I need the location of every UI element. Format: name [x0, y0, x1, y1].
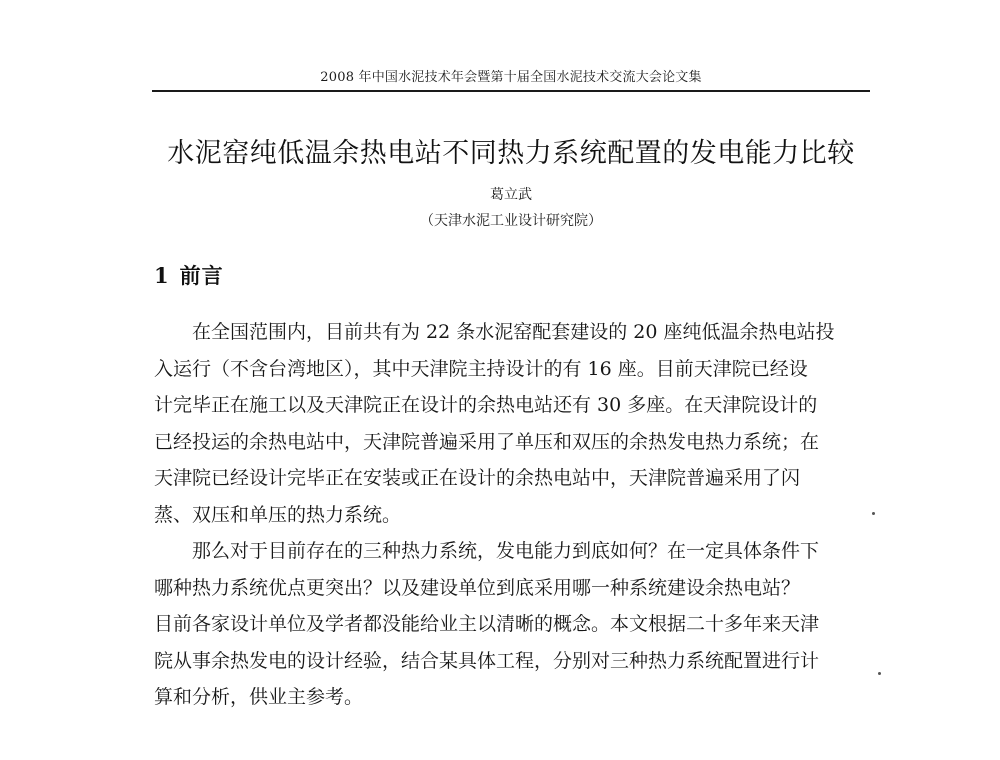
section-title: 前言: [179, 263, 224, 288]
section-number: 1: [154, 263, 170, 288]
paragraph-1: [154, 314, 868, 533]
paragraph-line: 目前各家设计单位及学者都没能给业主以清晰的概念。本文根据二十多年来天津: [154, 613, 820, 635]
paragraph-line: 蒸、双压和单压的热力系统。: [154, 503, 402, 526]
paragraph-line: 入运行（不含台湾地区），其中天津院主持设计的有 16 座。目前天津院已经设: [154, 357, 808, 380]
paragraph-line: 已经投运的余热电站中，天津院普遍采用了单压和双压的余热发电热力系统；在: [154, 430, 820, 453]
paragraph-line: 计完毕正在施工以及天津院正在设计的余热电站还有 30 多座。在天津院设计的: [154, 394, 818, 416]
paragraph-line: 算和分析，供业主参考。: [154, 686, 364, 708]
author-affiliation: （天津水泥工业设计研究院）: [420, 213, 602, 229]
author-name: 葛立武: [490, 187, 532, 203]
running-header: 2008 年中国水泥技术年会暨第十届全国水泥技术交流大会论文集: [320, 70, 702, 85]
paragraph-line: 那么对于目前存在的三种热力系统，发电能力到底如何？在一定具体条件下: [192, 540, 820, 562]
paragraph-line: 天津院已经设计完毕正在安装或正在设计的余热电站中，天津院普遍采用了闪: [154, 467, 801, 489]
paragraph-line: 院从事余热发电的设计经验，结合某具体工程，分别对三种热力系统配置进行计: [154, 649, 820, 672]
section-heading: [154, 260, 224, 290]
scan-speck: [872, 512, 875, 515]
paragraph-line: 哪种热力系统优点更突出？以及建设单位到底采用哪一种系统建设余热电站？: [154, 576, 801, 599]
scan-speck: [878, 672, 881, 675]
header-rule: [152, 90, 870, 92]
paragraph-line: 在全国范围内，目前共有为 22 条水泥窑配套建设的 20 座纯低温余热电站投: [192, 321, 835, 343]
paragraph-2: [154, 533, 868, 716]
paper-title: 水泥窑纯低温余热电站不同热力系统配置的发电能力比较: [167, 138, 855, 169]
